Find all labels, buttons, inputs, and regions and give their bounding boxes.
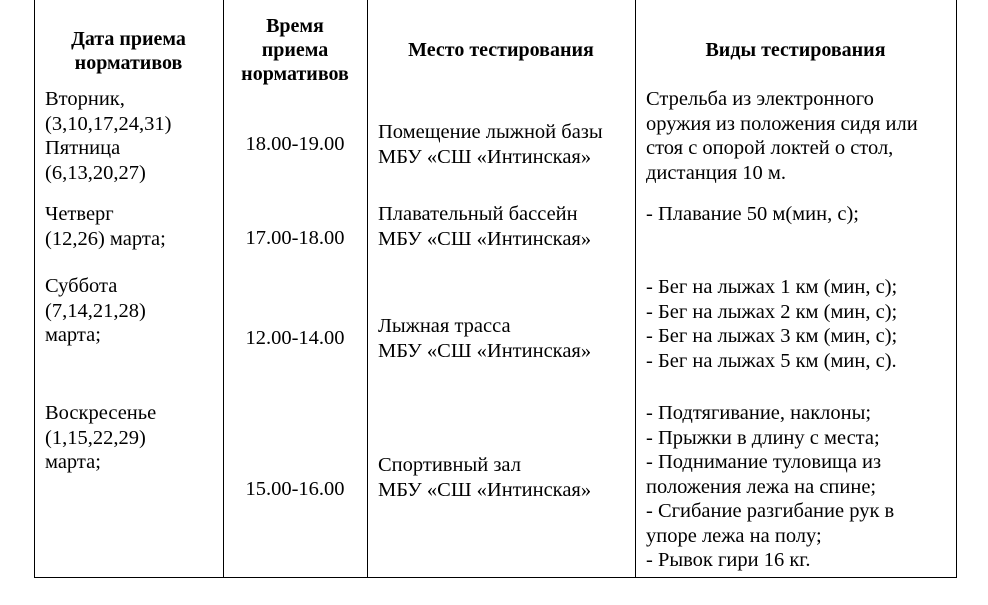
header-types: Виды тестирования: [705, 39, 886, 61]
row-1-time: 18.00-19.00: [245, 133, 345, 155]
row-2-types: - Плавание 50 м(мин, с);: [646, 203, 859, 225]
row-3-types: - Бег на лыжах 1 км (мин, с); - Бег на лыжах 2 км (мин, с); - Бег на лыжах 3 км (мин, с); - Бег на лыжах 5 км (мин, с).: [646, 276, 898, 372]
row-2-place: Плавательный бассейн МБУ «СШ «Интинская»: [378, 203, 592, 250]
column-divider-3: [635, 0, 636, 578]
schedule-table: [34, 0, 957, 578]
row-1-types: Стрельба из электронного оружия из положения сидя или стоя с опорой локтей о стол, дистанция 10 м.: [646, 88, 918, 184]
column-divider-2: [367, 0, 368, 578]
table-border-bottom: [34, 577, 957, 578]
row-4-types: - Подтягивание, наклоны; - Прыжки в длину с места; - Поднимание туловища из положения лежа на спине; - Сгибание разгибание рук в упоре лежа на полу; - Рывок гири 16 кг.: [646, 402, 895, 571]
row-3-date: Суббота (7,14,21,28) марта;: [45, 275, 146, 346]
row-2-time: 17.00-18.00: [245, 227, 345, 249]
header-time: Время приема нормативов: [241, 15, 349, 85]
table-border-left: [34, 0, 35, 578]
row-4-time: 15.00-16.00: [245, 478, 345, 500]
row-1-date: Вторник, (3,10,17,24,31) Пятница (6,13,20,27): [45, 88, 172, 184]
header-date: Дата приема нормативов: [71, 28, 186, 74]
row-3-time: 12.00-14.00: [245, 327, 345, 349]
row-3-place: Лыжная трасса МБУ «СШ «Интинская»: [378, 315, 592, 362]
row-1-place: Помещение лыжной базы МБУ «СШ «Интинская»: [378, 121, 603, 168]
row-4-date: Воскресенье (1,15,22,29) марта;: [45, 402, 157, 473]
header-place: Место тестирования: [408, 39, 594, 61]
row-2-date: Четверг (12,26) марта;: [45, 203, 166, 250]
table-border-right: [956, 0, 957, 578]
row-4-place: Спортивный зал МБУ «СШ «Интинская»: [378, 454, 592, 501]
